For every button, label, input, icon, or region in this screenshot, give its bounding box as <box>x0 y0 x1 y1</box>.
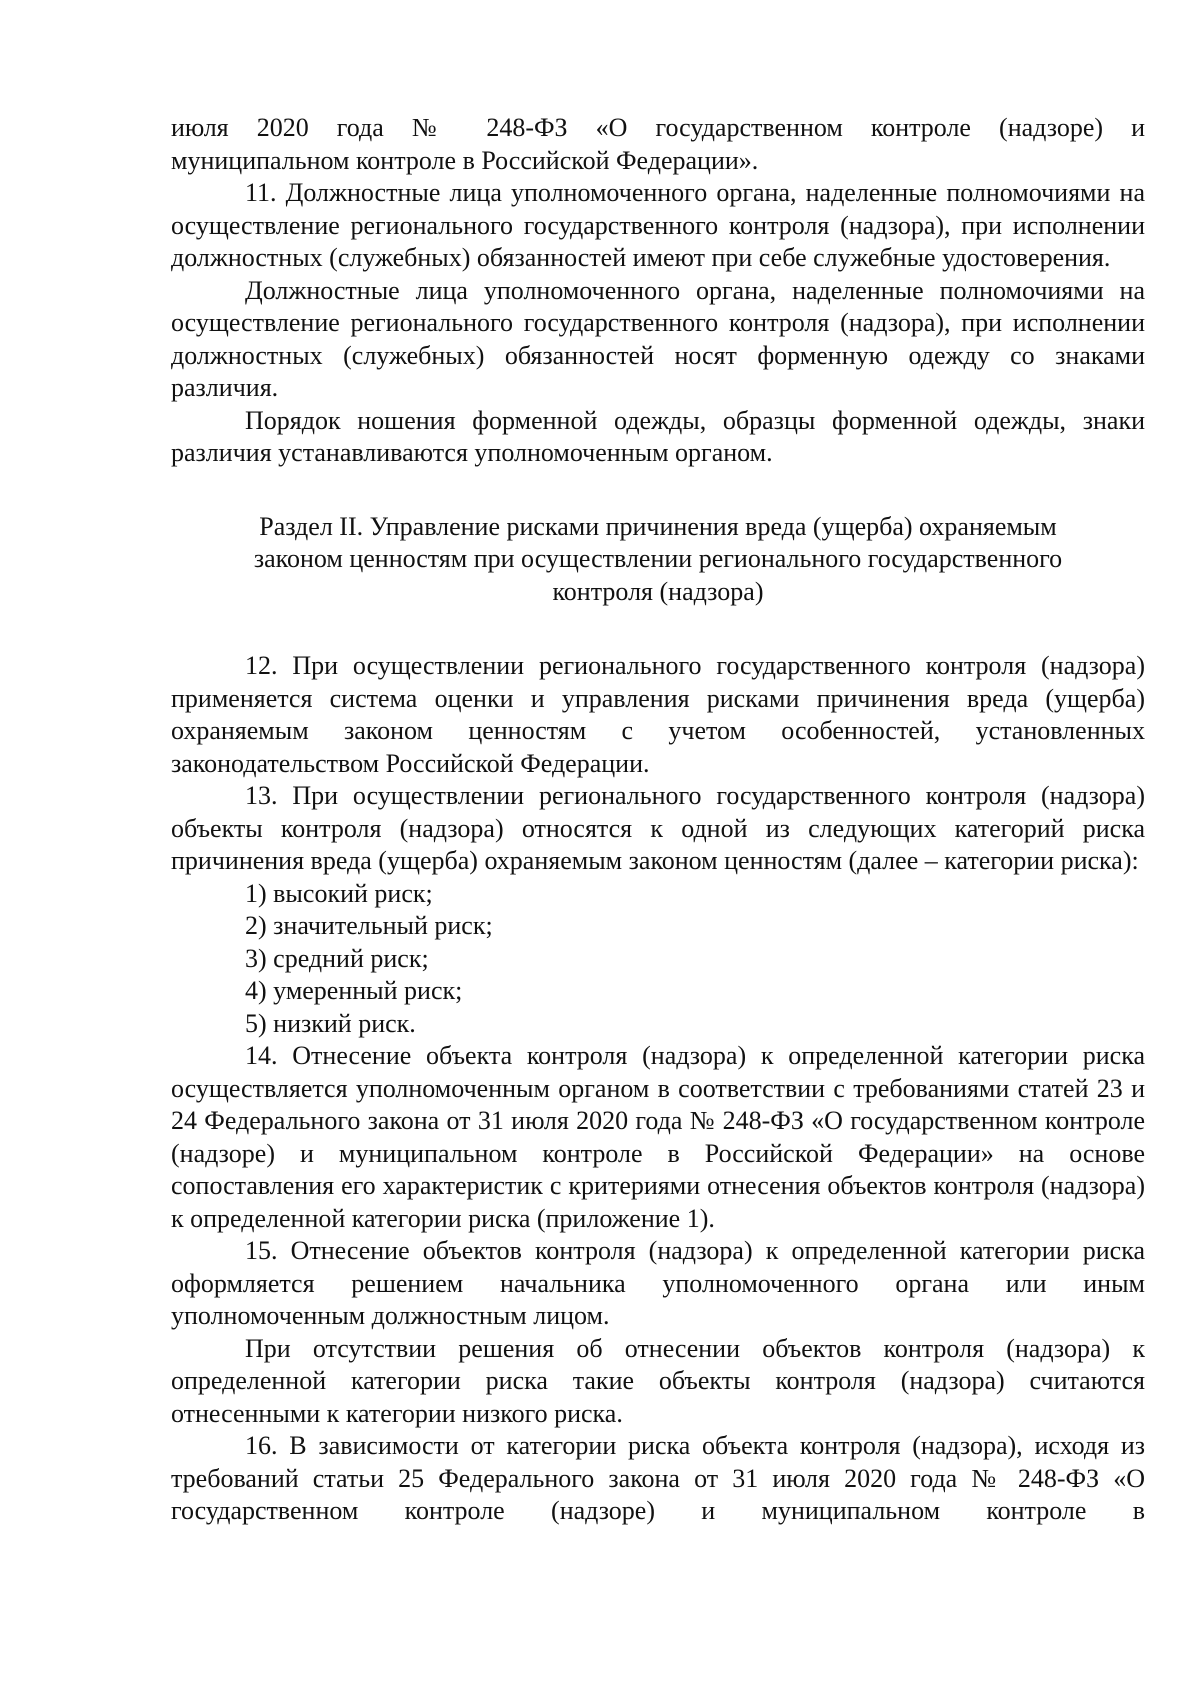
paragraph-11-insignia: Порядок ношения форменной одежды, образцы форменной одежды, знаки различия устанавливаются уполномоченным органом. <box>171 405 1145 467</box>
paragraph-11: 11. Должностные лица уполномоченного органа, наделенные полномочиями на осуществление регионального государственного контроля (надзора), при исполнении должностных (служебных) обязанностей имеют при себе служебные удостоверения. <box>171 178 1145 272</box>
section-heading <box>171 511 1145 609</box>
section-heading-line-3: контроля (надзора) <box>552 576 764 606</box>
list-item: 3) средний риск; <box>245 943 429 973</box>
risk-category-list <box>171 878 1145 1041</box>
list-item: 4) умеренный риск; <box>245 976 463 1005</box>
paragraph-16: 16. В зависимости от категории риска объекта контроля (надзора), исходя из требований статьи 25 Федерального закона от 31 июля 2020 года № 248-ФЗ «О государственном контроле (надзоре) и муниципальном контроле в <box>171 1431 1145 1525</box>
paragraph-14: 14. Отнесение объекта контроля (надзора) к определенной категории риска осуществляется уполномоченным органом в соответствии с требованиями статей 23 и 24 Федерального закона от 31 июля 2020 года № 248-ФЗ «О государственном контроле (надзоре) и муниципальном контроле в Российской Федерации» на основе сопоставления его характеристик с критериями отнесения объектов контроля (надзора) к определенной категории риска (приложение 1). <box>171 1041 1145 1233</box>
section-heading-line-1: Раздел II. Управление рисками причинения вреда (ущерба) охраняемым <box>259 511 1057 541</box>
document-page <box>171 112 1145 1528</box>
opening-line-2: муниципальном контроле в Российской Федерации». <box>171 145 759 175</box>
paragraph-11-uniform: Должностные лица уполномоченного органа, наделенные полномочиями на осуществление регионального государственного контроля (надзора), при исполнении должностных (служебных) обязанностей носят форменную одежду со знаками различия. <box>171 275 1145 402</box>
paragraph-12: 12. При осуществлении регионального государственного контроля (надзора) применяется система оценки и управления рисками причинения вреда (ущерба) охраняемым законом ценностям с учетом особенностей, установленных законодательством Российской Федерации. <box>171 651 1145 778</box>
paragraph-13: 13. При осуществлении регионального государственного контроля (надзора) объекты контроля (надзора) относятся к одной из следующих категорий риска причинения вреда (ущерба) охраняемым законом ценностям (далее – категории риска): <box>171 781 1145 875</box>
list-item: 2) значительный риск; <box>245 911 493 940</box>
paragraph-15: 15. Отнесение объектов контроля (надзора) к определенной категории риска оформляется решением начальника уполномоченного органа или иным уполномоченным должностным лицом. <box>171 1236 1145 1330</box>
opening-line-1: июля 2020 года № 248-ФЗ «О государственном контроле (надзоре) и <box>171 113 1145 142</box>
paragraph-15-default: При отсутствии решения об отнесении объектов контроля (надзора) к определенной категории риска такие объекты контроля (надзора) считаются отнесенными к категории низкого риска. <box>171 1333 1145 1428</box>
list-item: 1) высокий риск; <box>245 878 433 908</box>
list-item: 5) низкий риск. <box>245 1008 416 1038</box>
section-heading-line-2: законом ценностям при осуществлении регионального государственного <box>253 544 1063 573</box>
